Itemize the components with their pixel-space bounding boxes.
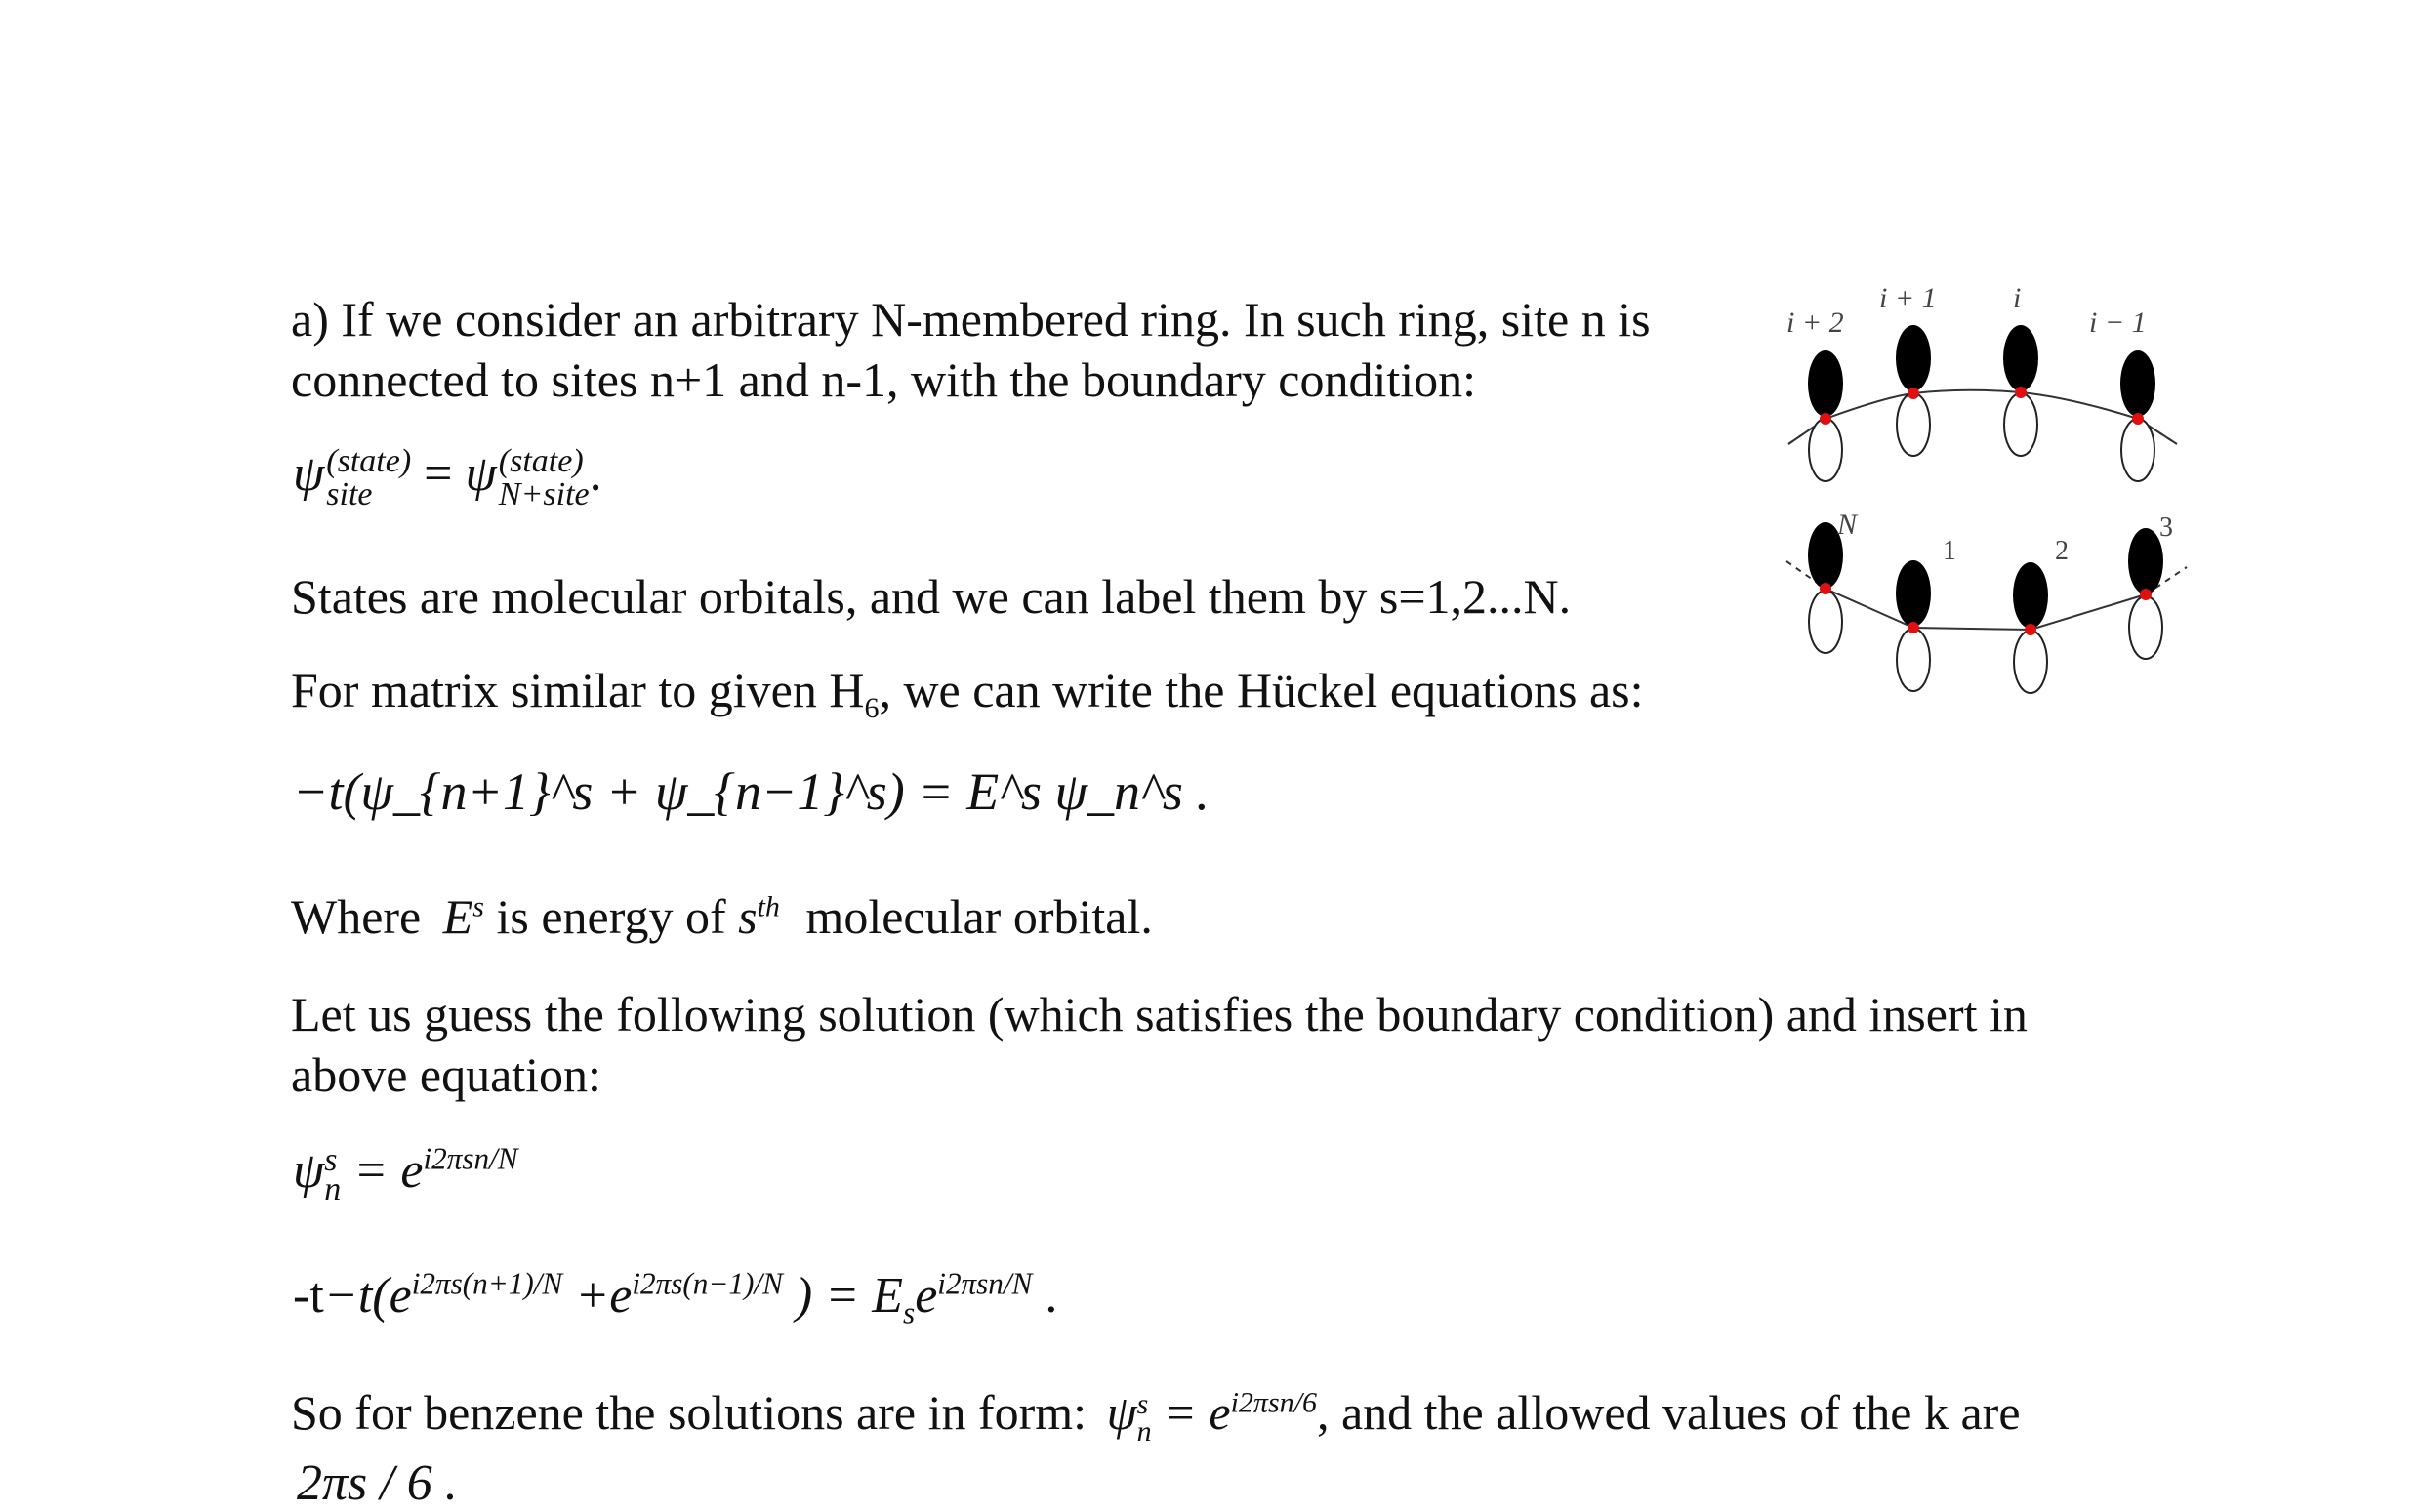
label-i-1: i − 1 <box>2089 306 2147 339</box>
bottom-orbital-1 <box>1896 560 1931 691</box>
guess-equation: ψ s n = $e^{i2\pi sn/N}$ <box>293 1141 518 1208</box>
benzene-paragraph: So for benzene the solutions are in form: ψ s n = $e^{i2\pi sn/6}$, and the allowed values of the k are <box>291 1385 2021 1448</box>
intro-line-2: connected to sites n+1 and n-1, with the boundary condition: <box>291 352 1477 407</box>
label-i+1: i + 1 <box>1879 282 1937 314</box>
huckel-equation: −t(ψ_{n+1}^s + ψ_{n−1}^s) = E^s ψ_n^s . <box>293 762 1210 821</box>
where-paragraph: Where $E^s$ is energy of $s^{th}$ molecular orbital. <box>291 889 1153 944</box>
label-i+2: i + 2 <box>1786 306 1844 339</box>
inserted-equation: $-t-t(e^{i2\pi s(n+1)/N} +e^{i2\pi s(n-1)/N}$ ) = $E_se^{i2\pi sn/N}$ . <box>293 1266 1058 1330</box>
label-i: i <box>2013 282 2022 314</box>
intro-line-1: a) If we consider an arbitrary N-membered ring. In such ring, site n is <box>291 292 1651 347</box>
label-3: 3 <box>2159 512 2173 543</box>
matrix-paragraph: For matrix similar to given $H_6$, we can write the Hückel equations as: <box>291 663 1644 724</box>
p-orbital-ring-diagram <box>1767 278 2206 708</box>
guess-line-1: Let us guess the following solution (which satisfies the boundary condition) and insert in <box>291 987 2028 1042</box>
top-ring-bond <box>1788 390 2177 444</box>
top-orbital-i+1 <box>1896 325 1931 456</box>
bottom-orbital-3 <box>2128 528 2163 659</box>
bottom-orbital-2 <box>2013 562 2048 693</box>
top-orbital-i <box>2003 325 2038 456</box>
top-orbital-i+2 <box>1808 350 1843 481</box>
bottom-ring-bond <box>1826 589 2146 630</box>
label-1: 1 <box>1943 536 1956 566</box>
label-N: N <box>1837 509 1858 541</box>
states-paragraph: States are molecular orbitals, and we can label them by s=1,2...N. <box>291 569 1572 624</box>
label-2: 2 <box>2055 536 2069 566</box>
guess-line-2: above equation: <box>291 1047 601 1102</box>
k-values: 2πs / 6 . <box>297 1455 458 1511</box>
boundary-condition-equation: ψ (state) site = ψ (state) N+site . <box>293 443 602 513</box>
bottom-orbital-N <box>1808 522 1843 653</box>
